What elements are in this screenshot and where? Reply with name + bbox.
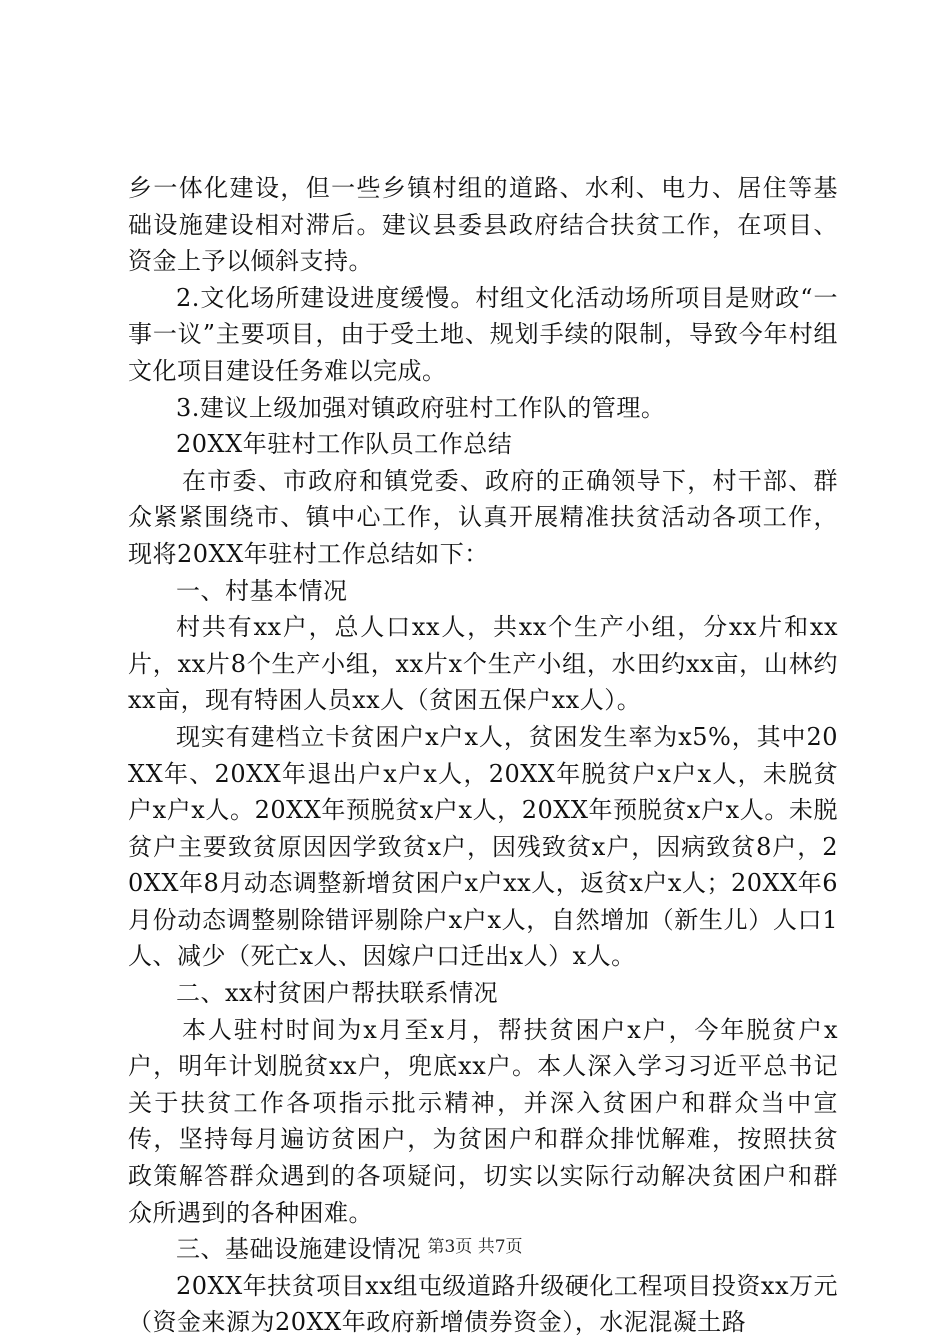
page-footer: 第3页 共7页 — [427, 1237, 523, 1257]
paragraph-item-2: 2.文化场所建设进度缓慢。村组文化活动场所项目是财政“一事一议”主要项目，由于受土地、规划手续的限制，导致今年村组文化项目建设任务难以完成。 — [128, 283, 838, 385]
document-body — [128, 170, 838, 1341]
paragraph-item-3: 3.建议上级加强对镇政府驻村工作队的管理。 — [176, 393, 666, 422]
heading-assistance: 二、xx村贫困户帮扶联系情况 — [176, 979, 499, 1008]
paragraph-continuation: 乡一体化建设，但一些乡镇村组的道路、水利、电力、居住等基础设施建设相对滞后。建议县委县政府结合扶贫工作，在项目、资金上予以倾斜支持。 — [128, 174, 838, 276]
section-title: 20XX年驻村工作队员工作总结 — [176, 430, 513, 459]
paragraph-poverty-stats: 现实有建档立卡贫困户x户x人，贫困发生率为x5%，其中20XX年、20XX年退出户x户x人，20XX年脱贫户x户x人，未脱贫户x户x人。20XX年预脱贫x户x人，20XX年预脱贫x户x人。未脱贫户主要致贫原因因学致贫x户，因残致贫x户，因病致贫8户，20XX年8月动态调整新增贫困户x户xx人，返贫x户x人；20XX年6月份动态调整剔除错评剔除户x户x人，自然增加（新生儿）人口1人、减少（死亡x人、因嫁户口迁出x人）x人。 — [128, 722, 838, 971]
heading-village-basics: 一、村基本情况 — [176, 576, 348, 605]
paragraph-infrastructure: 20XX年扶贫项目xx组屯级道路升级硬化工程项目投资xx万元（资金来源为20XX年政府新增债券资金），水泥混凝土路 — [128, 1271, 838, 1337]
heading-infrastructure: 三、基础设施建设情况 — [176, 1235, 421, 1264]
intro-paragraph: 在市委、市政府和镇党委、政府的正确领导下，村干部、群众紧紧围绕市、镇中心工作，认真开展精准扶贫活动各项工作，现将20XX年驻村工作总结如下： — [128, 466, 838, 568]
paragraph-assistance: 本人驻村时间为x月至x月，帮扶贫困户x户，今年脱贫户x户，明年计划脱贫xx户，兜底xx户。本人深入学习习近平总书记关于扶贫工作各项指示批示精神，并深入贫困户和群众当中宣传，坚持每月遍访贫困户，为贫困户和群众排忧解难，按照扶贫政策解答群众遇到的各项疑问，切实以实际行动解决贫困户和群众所遇到的各种困难。 — [128, 1015, 838, 1227]
paragraph-village-stats: 村共有xx户，总人口xx人，共xx个生产小组，分xx片和xx片，xx片8个生产小组，xx片x个生产小组，水田约xx亩，山林约xx亩，现有特困人员xx人（贫困五保户xx人）。 — [128, 613, 838, 715]
